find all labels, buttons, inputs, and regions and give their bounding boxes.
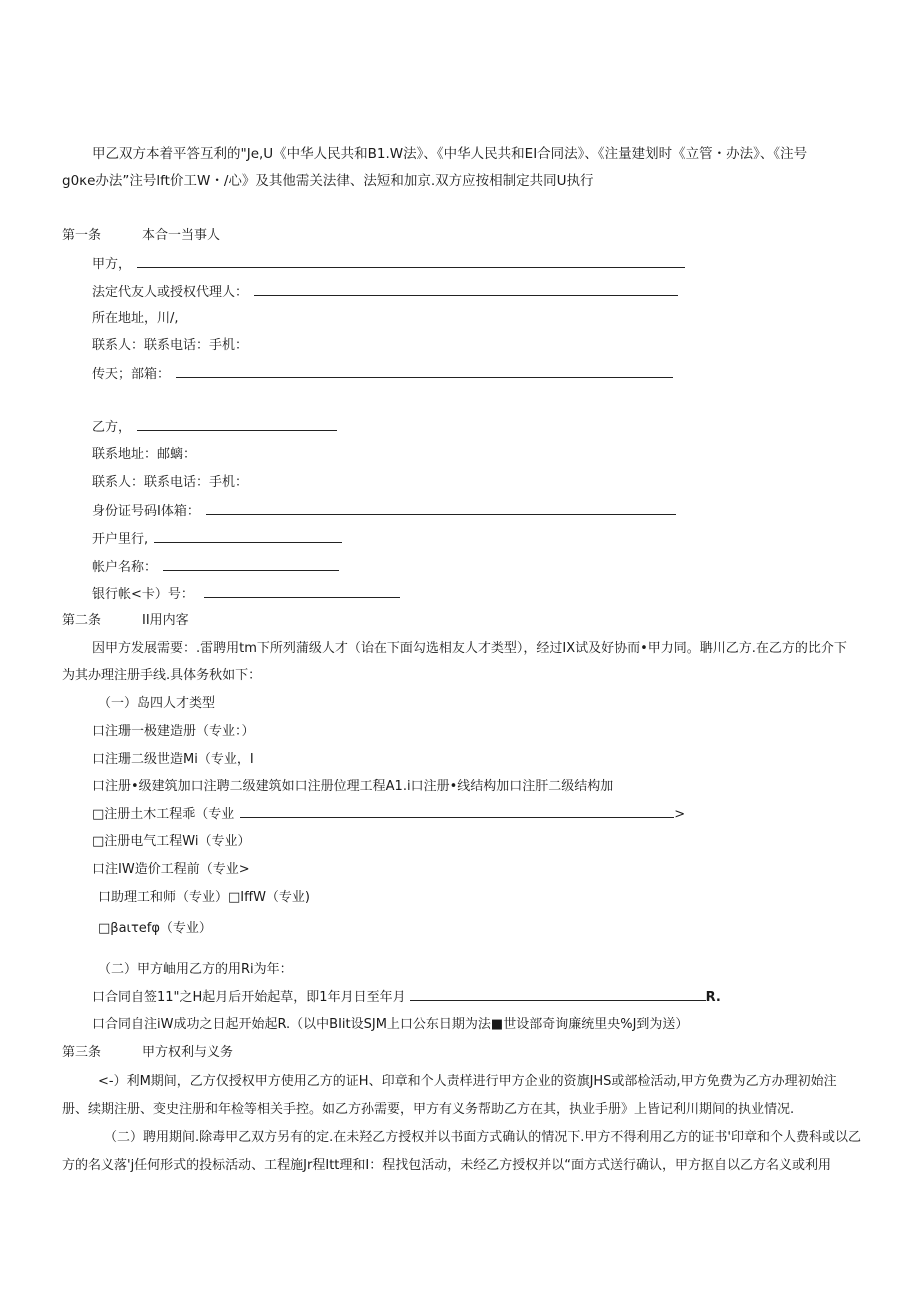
article-1-title: 本合一当事人 bbox=[142, 228, 221, 243]
option-first-class-constructor[interactable]: 口注珊一极建造册（专业：） bbox=[92, 724, 255, 739]
party-b-contact-label: 联系人：联系电话：手机： bbox=[92, 475, 249, 490]
party-a-name-field[interactable] bbox=[92, 255, 685, 274]
article-1-heading: 第一条 bbox=[62, 228, 102, 243]
party-a-rep-label: 法定代友人或授权代理人： bbox=[92, 285, 249, 300]
party-b-bank-field[interactable] bbox=[92, 530, 342, 549]
party-b-name-field[interactable] bbox=[92, 418, 337, 437]
article-3-p2-line-1: （二）聘用期间.除毒甲乙双方另有的定.在未羟乙方授权并以书面方式确认的情况下.甲方不得利用乙方的证书'印章和个人费科或以乙 bbox=[104, 1130, 861, 1145]
article-2-para-line-1: 因甲方发展需要：.雷聘用tm下所列蒲级人才（诒在下面勾选相友人才类型），经过IX试及好协而•甲力同。聃川乙方.在乙方的比介下 bbox=[92, 641, 847, 656]
party-b-bank-blank[interactable] bbox=[154, 530, 342, 543]
option-assistant-engineer[interactable]: 口助理工和师（专业）□IffW（专业) bbox=[98, 890, 310, 905]
article-2-title: II用内客 bbox=[142, 613, 189, 628]
option-second-class-constructor[interactable]: 口注珊二级世造Mi（专业，I bbox=[92, 752, 254, 767]
party-b-account-name-blank[interactable] bbox=[163, 558, 339, 571]
option-civil-engineer-label: □注册土木工程乖（专业 bbox=[92, 807, 235, 822]
option-electrical-engineer[interactable]: □注册电气工程Wi（专业） bbox=[92, 834, 251, 849]
party-b-id-field[interactable] bbox=[92, 502, 676, 521]
term-option-1-end: R. bbox=[705, 990, 721, 1005]
party-b-id-label: 身份证号码I体箱： bbox=[92, 504, 200, 519]
party-a-fax-blank[interactable] bbox=[176, 365, 673, 378]
party-b-account-name-field[interactable] bbox=[92, 558, 339, 577]
intro-line-2: g0κe办法”注号lft价工W・/心》及其他需关法律、法短和加京.双方应按相制定共同U执行 bbox=[62, 173, 594, 189]
article-3-p1-line-2: 册、续期注册、变史注册和年检等相关手控。如乙方孙需要，甲方有义务帮助乙方在其，执业手册》上皆记利川期间的执业情况. bbox=[62, 1102, 795, 1117]
option-civil-engineer-field[interactable] bbox=[92, 805, 685, 824]
party-a-name-blank[interactable] bbox=[137, 255, 685, 268]
party-a-fax-label: 传天；部箱： bbox=[92, 367, 171, 382]
option-architect-engineer[interactable]: 口注册•级建筑加口注聘二级建筑如口注册位理工程A1.i口注册•线结构加口注肝二级结构加 bbox=[92, 779, 614, 794]
article-2-heading: 第二条 bbox=[62, 613, 102, 628]
party-b-account-no-label: 银行帐<卡）号： bbox=[92, 587, 194, 602]
term-option-2[interactable]: 口合同自注iW成功之日起开始起R.（以中BIit设SJM上口公东日期为法■世设部奇询廉统里央%J到为送） bbox=[92, 1017, 689, 1032]
party-b-address-label: 联系地址：邮螭： bbox=[92, 447, 197, 462]
section-talent-type-title: （一）岛四人才类型 bbox=[98, 696, 216, 711]
party-a-fax-field[interactable] bbox=[92, 365, 673, 384]
party-a-rep-field[interactable] bbox=[92, 283, 678, 302]
option-cost-engineer[interactable]: 口注IW造价工程前（专业> bbox=[92, 862, 250, 877]
article-3-heading: 第三条 bbox=[62, 1045, 102, 1060]
party-a-address-label: 所在地址，川/, bbox=[92, 311, 179, 326]
party-b-name-label: 乙方， bbox=[92, 420, 132, 435]
party-b-account-no-field[interactable] bbox=[92, 585, 400, 604]
party-b-account-no-blank[interactable] bbox=[204, 585, 400, 598]
party-a-name-label: 甲方， bbox=[92, 257, 132, 272]
option-other[interactable]: □βaιτefφ（专业） bbox=[98, 921, 212, 936]
term-option-1-label: 口合同自签11"之H起月后开始起草，即1年月日至年月 bbox=[92, 990, 406, 1005]
article-3-p1-line-1: <-）利M期间，乙方仅授权甲方使用乙方的证H、印章和个人责样进行甲方企业的资旗JHS或部检活动,甲方免费为乙方办理初始注 bbox=[98, 1074, 837, 1089]
party-b-id-blank[interactable] bbox=[206, 502, 676, 515]
party-b-account-name-label: 帐户名称： bbox=[92, 560, 158, 575]
article-2-para-line-2: 为其办理注册手线.具体务秋如下： bbox=[62, 668, 262, 683]
term-option-1-field[interactable] bbox=[92, 988, 721, 1007]
term-option-1-blank[interactable] bbox=[410, 988, 706, 1001]
option-civil-engineer-blank[interactable] bbox=[240, 805, 674, 818]
option-civil-engineer-end: > bbox=[674, 807, 686, 822]
party-a-rep-blank[interactable] bbox=[254, 283, 678, 296]
section-term-title: （二）甲方岫用乙方的用Ri为年： bbox=[98, 962, 293, 977]
party-b-bank-label: 开户里行, bbox=[92, 532, 149, 547]
party-a-contact-label: 联系人：联系电话：手机： bbox=[92, 338, 249, 353]
intro-line-1: 甲乙双方本着平答互利的"Je,U《中华人民共和B1.W法》、《中华人民共和EI合同法》、《注量建划时《立管・办法》、《注号 bbox=[92, 146, 808, 162]
article-3-p2-line-2: 方的名义落'j任何形式的投标活动、工程施Jr程Itt理和I：程找包活动，未经乙方授权并以“面方式送行确认，甲方抠自以乙方名义或利用 bbox=[62, 1158, 831, 1173]
article-3-title: 甲方权利与义务 bbox=[142, 1045, 234, 1060]
party-b-name-blank[interactable] bbox=[137, 418, 337, 431]
